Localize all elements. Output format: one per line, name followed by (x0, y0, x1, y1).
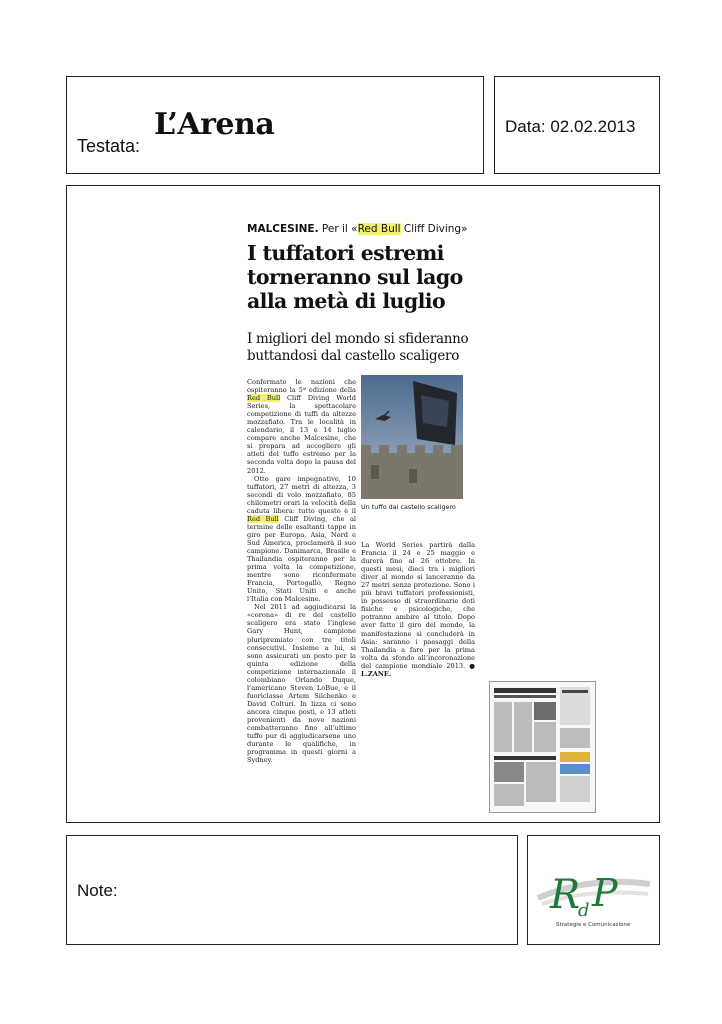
subhead-line-1: I migliori del mondo si sfideranno (247, 331, 469, 347)
testata-box (66, 76, 484, 174)
article-kicker (247, 223, 487, 235)
paragraph-1 (247, 378, 356, 475)
photo-caption: Un tuffo dal castello scaligero (361, 503, 456, 511)
article-subhead (247, 331, 487, 365)
p1-highlight: Red Bull (247, 394, 281, 403)
paragraph-2 (247, 475, 356, 604)
date-box (494, 76, 660, 174)
note-label: Note: (77, 881, 118, 900)
article-clipping (247, 223, 487, 773)
page-thumbnail (489, 681, 596, 813)
kicker-post: Cliff Diving» (400, 223, 468, 235)
kicker-highlight: Red Bull (357, 223, 401, 235)
date-text: Data: 02.02.2013 (505, 117, 636, 136)
logo-letter-p: P (592, 871, 618, 915)
p2-text-a: Otto gare impegnative, 10 tuffatori, 27 metri di altezza, 3 secondi di volo mozzafiato, 85 chilometri orari la velocità della caduta libera: tutto questo è il (247, 474, 356, 515)
testata-label: Testata: (77, 136, 141, 156)
article-byline: ● L.ZANE. (361, 661, 475, 678)
newspaper-logo: L’Arena (154, 107, 275, 142)
p1-text-a: Confermate le nazioni che ospiteranno la 5ª edizione della (247, 378, 356, 395)
p4-text: La World Series partirà dalla Francia il 24 e 25 maggio e durerà fino al 26 ottobre. In questi mesi, dieci tra i migliori diver al mondo si lanceranno da 27 metri senza protezione. Sono i più bravi tuffatori professionisti, in possesso di straordinarie doti fisiche e psicologiche, che potranno ambire al titolo. Dopo aver fatto il giro del mondo, la manifestazione si concluderà in Asia: saranno i paesaggi della Thailandia a fare per la prima volta da sfondo all’incoronazione del campione mondiale 2013. (361, 541, 475, 670)
logo-letter-d: d (578, 900, 590, 921)
article-headline (247, 241, 487, 313)
paragraph-4 (361, 541, 475, 678)
note-box (66, 835, 518, 945)
headline-line-1: I tuffatori estremi (247, 241, 444, 265)
rdp-logo (528, 836, 659, 944)
kicker-place: MALCESINE. (247, 223, 319, 235)
article-photo (361, 375, 463, 499)
logo-box (527, 835, 660, 945)
logo-tagline: Strategie e Comunicazione (556, 922, 631, 928)
logo-letter-r: R (550, 872, 581, 918)
article-column-1 (247, 378, 356, 764)
p1-text-b: Cliff Diving World Series, la spettacolare competizione di tuffi da altezze mozzafiato. Tra le località in calendario, il 13 e 14 luglio compare anche Malcesine, che si prepara ad accogliere gli atleti del tuffo estremo per la seconda volta dopo la pausa del 2012. (247, 394, 357, 475)
newspaper-page-thumbnail-image (490, 682, 595, 812)
headline-line-3: alla metà di luglio (247, 289, 446, 313)
p2-highlight: Red Bull (247, 514, 279, 523)
p2-text-b: Cliff Diving, che al termine delle esaltanti tappe in giro per Europa, Asia, Nord e Sud America, proclamerà il suo campione. Danimarca, Brasile e Thailandia ospiteranno per la prima volta la competizione, mentre sono riconfermate Francia, Portogallo, Regno Unito, Stati Uniti e anche l’Italia con Malcesine. (247, 514, 356, 604)
clipping-box (66, 185, 660, 823)
headline-line-2: torneranno sul lago (247, 265, 463, 289)
paragraph-3: Nel 2011 ad aggiudicarsi la «corona» di re del castello scaligero era stato l’inglese Gary Hunt, campione pluripremiato con tre titoli consecutivi. Insieme a lui, si sono assicurati un posto per la quinta edizione della competizione internazionale il colombiano Orlando Duque, l’americano Steven LoBue, e il fuoriclasse Artem Silchenko e David Colturi. In lizza ci sono ancora cinque posti, e 13 atleti provenienti da nove nazioni combatteranno fino all’ultimo tuffo pur di aggiudicarsene uno durante le qualifiche, in programma in questi giorni a Sydney. (247, 603, 356, 765)
kicker-pre: Per il « (321, 223, 358, 235)
castle-diver-image (361, 375, 463, 499)
subhead-line-2: buttandosi dal castello scaligero (247, 348, 460, 364)
article-column-2 (361, 541, 475, 678)
